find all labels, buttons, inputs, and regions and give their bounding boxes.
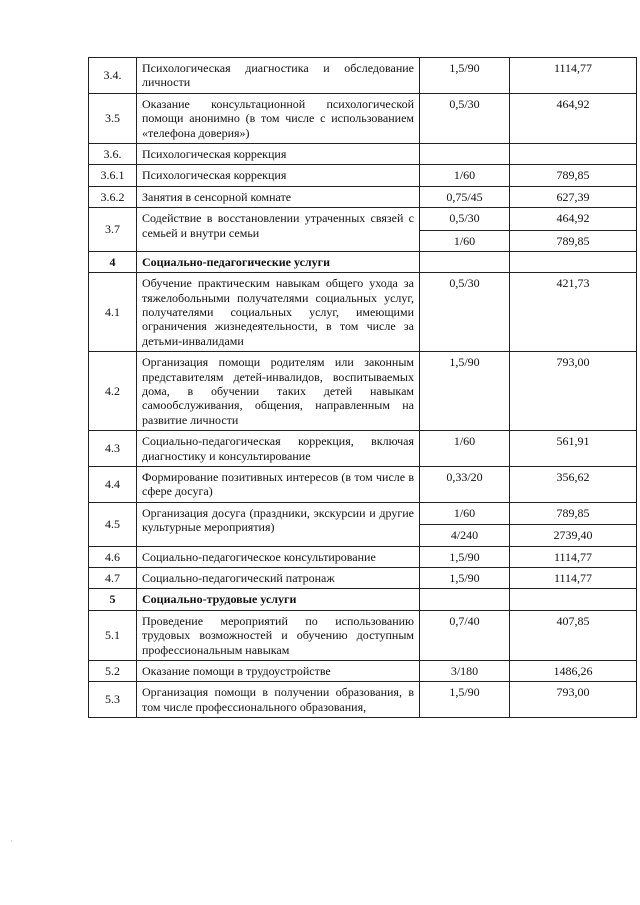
price-alt: 2739,40 <box>510 524 636 542</box>
service-name-text: Психологическая коррекция <box>142 146 287 161</box>
row-number <box>89 208 137 252</box>
row-number-text: 3.5 <box>105 111 120 126</box>
row-number <box>89 143 137 164</box>
time-norm <box>420 610 510 660</box>
time-norm <box>420 208 510 252</box>
row-number <box>89 251 137 272</box>
row-number <box>89 682 137 718</box>
time-norm-text: 1,5/90 <box>449 685 480 700</box>
row-number <box>89 165 137 186</box>
service-name <box>137 208 420 252</box>
row-number-text: 4.2 <box>105 384 120 399</box>
service-name <box>137 466 420 502</box>
service-name-text: Организация помощи в получении образования, в том числе профессионального образования, <box>142 685 414 714</box>
price <box>510 682 637 718</box>
price <box>510 502 637 546</box>
time-norm <box>420 466 510 502</box>
table-row <box>89 546 637 567</box>
row-number-text: 3.6.2 <box>100 189 125 204</box>
service-name <box>137 502 420 546</box>
time-norm <box>420 589 510 610</box>
service-name <box>137 682 420 718</box>
service-name <box>137 165 420 186</box>
table-row <box>89 143 637 164</box>
time-norm <box>420 58 510 94</box>
time-norm-text: 0,5/30 <box>449 211 480 226</box>
row-number <box>89 466 137 502</box>
time-norm-text: 1,5/90 <box>449 355 480 370</box>
price-text: 561,91 <box>556 434 590 449</box>
price <box>510 58 637 94</box>
section-row <box>89 589 637 610</box>
price-text: 627,39 <box>556 189 590 204</box>
price <box>510 610 637 660</box>
row-number-text: 4.4 <box>105 477 120 492</box>
table-row <box>89 567 637 588</box>
price <box>510 589 637 610</box>
service-name <box>137 186 420 207</box>
row-number <box>89 567 137 588</box>
row-number-text: 3.6. <box>103 146 122 161</box>
table-row <box>89 186 637 207</box>
table-row <box>89 682 637 718</box>
table-row <box>89 352 637 431</box>
table-row <box>89 93 637 143</box>
row-number-text: 4.3 <box>105 441 120 456</box>
service-name <box>137 546 420 567</box>
service-name <box>137 589 420 610</box>
time-norm <box>420 352 510 431</box>
time-norm <box>420 143 510 164</box>
service-name-text: Формирование позитивных интересов (в том числе в сфере досуга) <box>142 469 414 499</box>
time-norm-text: 0,7/40 <box>449 613 480 628</box>
row-number-text: 4.5 <box>105 516 120 531</box>
table-row <box>89 610 637 660</box>
time-norm <box>420 502 510 546</box>
table-row <box>89 165 637 186</box>
row-number <box>89 589 137 610</box>
time-norm-text: 0,5/30 <box>449 96 480 111</box>
row-number <box>89 93 137 143</box>
price <box>510 273 637 352</box>
row-number-text: 4.6 <box>105 549 120 564</box>
service-name-text: Социально-трудовые услуги <box>142 592 297 607</box>
service-name-text: Социально-педагогические услуги <box>142 254 331 269</box>
price-alt: 789,85 <box>510 230 636 248</box>
row-number <box>89 546 137 567</box>
price <box>510 251 637 272</box>
table-row <box>89 466 637 502</box>
row-number-text: 3.7 <box>105 222 120 237</box>
price-text: 789,85 <box>556 168 590 183</box>
price-text: 356,62 <box>556 469 590 484</box>
section-row <box>89 251 637 272</box>
time-norm <box>420 251 510 272</box>
time-norm-alt: 4/240 <box>420 524 509 542</box>
price-text: 789,85 <box>556 505 590 520</box>
time-norm-text: 1,5/90 <box>449 61 480 75</box>
time-norm-text: 3/180 <box>450 663 479 678</box>
price-text: 464,92 <box>556 211 590 226</box>
table-row <box>89 58 637 94</box>
row-number-text: 4.1 <box>105 305 120 320</box>
service-name-text: Содействие в восстановлении утраченных связей с семьей и внутри семьи <box>142 211 414 240</box>
time-norm-text: 1/60 <box>453 505 476 520</box>
service-name-text: Социально-педагогическое консультирование <box>142 549 376 564</box>
time-norm <box>420 567 510 588</box>
row-number <box>89 186 137 207</box>
time-norm-text: 1,5/90 <box>449 549 480 564</box>
price-text: 1486,26 <box>553 663 593 678</box>
service-name-text: Социально-педагогическая коррекция, включая диагностику и консультирование <box>142 434 414 463</box>
row-number-text: 5.3 <box>105 692 120 707</box>
price-text: 407,85 <box>556 613 590 628</box>
time-norm-text: 0,5/30 <box>449 276 480 291</box>
row-number <box>89 273 137 352</box>
service-name-text: Проведение мероприятий по использованию трудовых возможностей и обучению доступным профессиональным навыкам <box>142 613 414 657</box>
row-number-text: 4 <box>109 254 116 269</box>
services-price-table <box>88 57 637 718</box>
price <box>510 186 637 207</box>
price <box>510 208 637 252</box>
time-norm-text: 1,5/90 <box>449 570 480 585</box>
service-name-text: Оказание помощи в трудоустройстве <box>142 663 331 678</box>
price-text: 1114,77 <box>553 549 593 564</box>
price <box>510 143 637 164</box>
row-number-text: 5 <box>109 592 116 607</box>
time-norm <box>420 165 510 186</box>
service-name <box>137 352 420 431</box>
time-norm <box>420 660 510 681</box>
time-norm <box>420 682 510 718</box>
time-norm-text: 1/60 <box>453 168 476 183</box>
service-name <box>137 273 420 352</box>
service-name-text: Организация досуга (праздники, экскурсии и другие культурные мероприятия) <box>142 505 414 535</box>
row-number-text: 3.6.1 <box>100 168 125 183</box>
row-number <box>89 58 137 94</box>
service-name-text: Обучение практическим навыкам общего ухода за тяжелобольными получателями социальных услуг, получателями социальных услуг, имеющими ограничения жизнедеятельности, в том числе за детьми-инвалидами <box>142 276 414 348</box>
service-name <box>137 58 420 94</box>
row-number-text: 5.1 <box>105 628 120 643</box>
table-row <box>89 502 637 546</box>
time-norm <box>420 273 510 352</box>
time-norm <box>420 431 510 467</box>
table-row <box>89 660 637 681</box>
time-norm <box>420 186 510 207</box>
time-norm-alt: 1/60 <box>420 230 509 248</box>
service-name <box>137 431 420 467</box>
service-name-text: Занятия в сенсорной комнате <box>142 189 292 204</box>
time-norm-text: 0,75/45 <box>446 189 483 204</box>
time-norm-text: 1/60 <box>453 434 476 449</box>
row-number <box>89 502 137 546</box>
price <box>510 93 637 143</box>
price <box>510 165 637 186</box>
price <box>510 431 637 467</box>
time-norm-text: 0,33/20 <box>446 469 483 484</box>
price-text: 1114,77 <box>553 61 593 75</box>
service-name <box>137 251 420 272</box>
price-text: 1114,77 <box>553 570 593 585</box>
service-name <box>137 660 420 681</box>
time-norm <box>420 93 510 143</box>
row-number <box>89 610 137 660</box>
row-number-text: 3.4. <box>103 68 122 83</box>
row-number-text: 4.7 <box>105 570 120 585</box>
row-number <box>89 431 137 467</box>
service-name-text: Организация помощи родителям или законным представителям детей-инвалидов, воспитываемых дома, в обучении таких детей навыкам самообслуживания, общения, направленным на развитие личности <box>142 355 414 427</box>
service-name-text: Психологическая коррекция <box>142 168 287 183</box>
price-text: 793,00 <box>556 355 590 370</box>
table-body <box>89 58 637 718</box>
service-name <box>137 567 420 588</box>
price-text: 464,92 <box>556 96 590 111</box>
service-name-text: Психологическая диагностика и обследование личности <box>142 61 414 90</box>
row-number-text: 5.2 <box>105 663 120 678</box>
table-row <box>89 208 637 252</box>
service-name <box>137 93 420 143</box>
table-row <box>89 273 637 352</box>
row-number <box>89 352 137 431</box>
price <box>510 660 637 681</box>
scan-mark: · <box>10 836 13 846</box>
row-number <box>89 660 137 681</box>
price <box>510 466 637 502</box>
price <box>510 567 637 588</box>
price-text: 793,00 <box>556 685 590 700</box>
service-name-text: Социально-педагогический патронаж <box>142 570 335 585</box>
price-text: 421,73 <box>556 276 590 291</box>
service-name <box>137 143 420 164</box>
service-name <box>137 610 420 660</box>
time-norm <box>420 546 510 567</box>
table-row <box>89 431 637 467</box>
price <box>510 546 637 567</box>
price <box>510 352 637 431</box>
service-name-text: Оказание консультационной психологической помощи анонимно (в том числе с использованием «телефона доверия») <box>142 96 414 140</box>
